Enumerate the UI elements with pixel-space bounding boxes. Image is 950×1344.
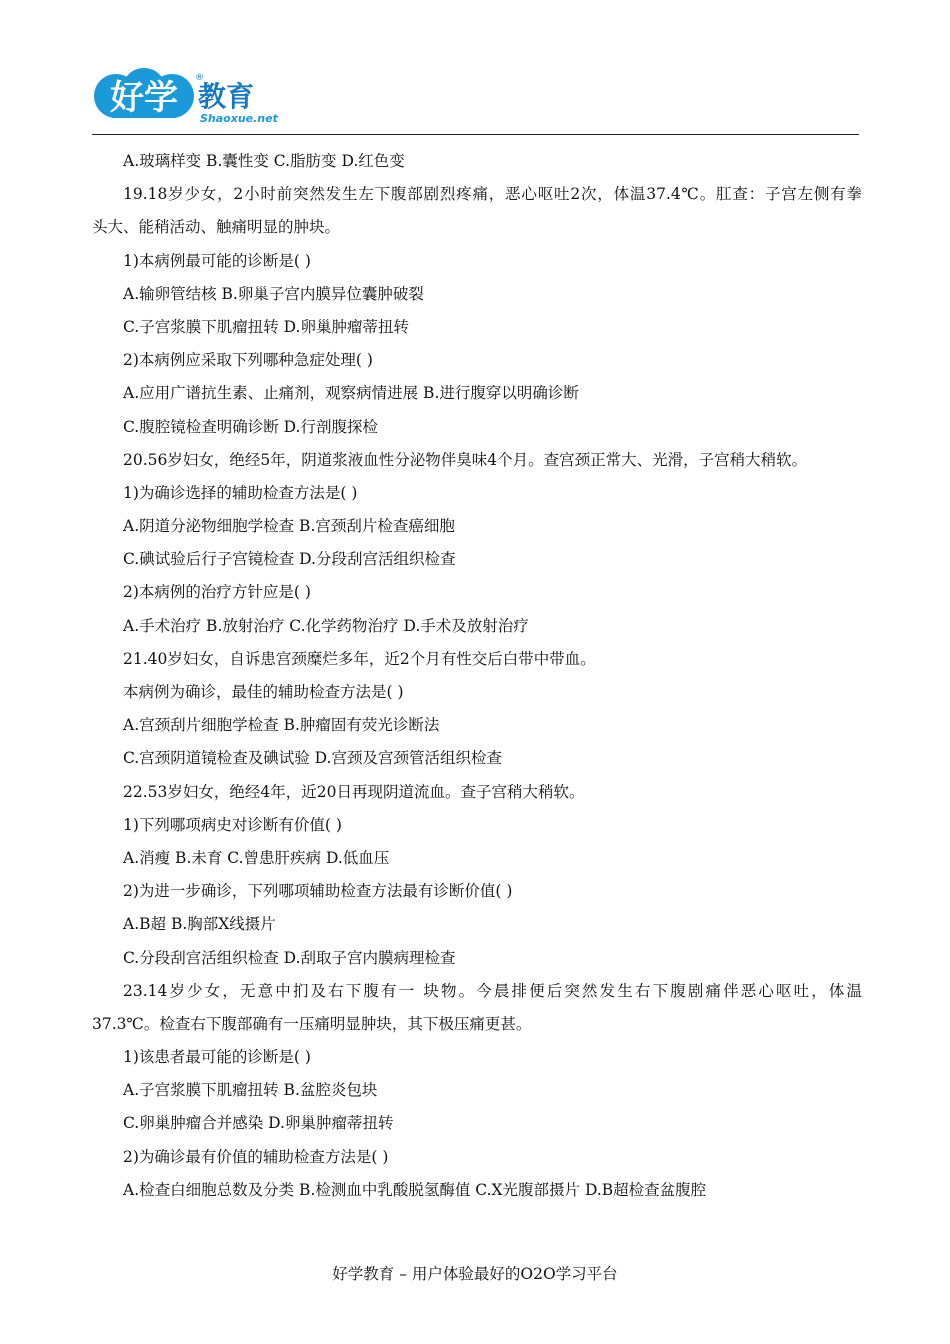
header-divider bbox=[92, 134, 859, 135]
brand-logo bbox=[92, 66, 332, 130]
question-22-stem: 22.53岁妇女，绝经4年，近20日再现阴道流血。查子宫稍大稍软。 bbox=[123, 782, 585, 801]
logo-sub-text: 教育 bbox=[198, 80, 255, 113]
logo-main-text: 好学 bbox=[110, 78, 178, 118]
text-line: 1)本病例最可能的诊断是( ) bbox=[123, 251, 311, 270]
text-line: A.手术治疗 B.放射治疗 C.化学药物治疗 D.手术及放射治疗 bbox=[123, 616, 529, 635]
text-line: 2)为进一步确诊，下列哪项辅助检查方法最有诊断价值( ) bbox=[123, 882, 513, 901]
text-line: A.宫颈刮片细胞学检查 B.肿瘤固有荧光诊断法 bbox=[123, 716, 440, 735]
text-line: C.腹腔镜检查明确诊断 D.行剖腹探检 bbox=[123, 417, 378, 436]
text-line: A.消瘦 B.未育 C.曾患肝疾病 D.低血压 bbox=[123, 848, 390, 867]
text-line: C.宫颈阴道镜检查及碘试验 D.宫颈及宫颈管活组织检查 bbox=[123, 749, 502, 768]
text-line: 1)该患者最可能的诊断是( ) bbox=[123, 1048, 311, 1067]
page-footer: 好学教育 – 用户体验最好的O2O学习平台 bbox=[332, 1265, 618, 1283]
text-line: 2)本病例的治疗方针应是( ) bbox=[123, 583, 311, 602]
question-19-stem: 19.18岁少女，2小时前突然发生左下腹部剧烈疼痛，恶心呕吐2次，体温37.4℃。肛查：子宫左侧有拳 bbox=[123, 185, 862, 204]
text-line: A.应用广谱抗生素、止痛剂，观察病情进展 B.进行腹穿以明确诊断 bbox=[123, 384, 579, 403]
text-line: 2)为确诊最有价值的辅助检查方法是( ) bbox=[123, 1147, 389, 1166]
text-line: C.碘试验后行子宫镜检查 D.分段刮宫活组织检查 bbox=[123, 550, 456, 569]
text-line: 2)本病例应采取下列哪种急症处理( ) bbox=[123, 351, 373, 370]
text-line: A.检查白细胞总数及分类 B.检测血中乳酸脱氢酶值 C.X光腹部摄片 D.B超检查盆腹腔 bbox=[123, 1180, 707, 1199]
text-line: A.玻璃样变 B.囊性变 C.脂肪变 D.红色变 bbox=[123, 152, 405, 170]
text-line: 37.3℃。检查右下腹部确有一压痛明显肿块，其下极压痛更甚。 bbox=[92, 1014, 532, 1033]
document-body bbox=[92, 145, 862, 1207]
logo-registered-mark: ® bbox=[195, 73, 204, 83]
question-20-stem: 20.56岁妇女，绝经5年，阴道浆液血性分泌物伴臭味4个月。查宫颈正常大、光滑，子宫稍大稍软。 bbox=[123, 450, 808, 469]
question-21-stem: 21.40岁妇女，自诉患宫颈糜烂多年，近2个月有性交后白带中带血。 bbox=[123, 649, 596, 668]
page-header bbox=[92, 66, 862, 136]
text-line: 1)为确诊选择的辅助检查方法是( ) bbox=[123, 483, 358, 502]
text-line: 1)下列哪项病史对诊断有价值( ) bbox=[123, 815, 342, 834]
question-23-stem: 23.14岁少女，无意中扪及右下腹有一 块物。今晨排便后突然发生右下腹剧痛伴恶心呕吐，体温 bbox=[123, 981, 862, 1000]
text-line: A.阴道分泌物细胞学检查 B.宫颈刮片检查癌细胞 bbox=[123, 517, 455, 536]
text-line: A.B超 B.胸部X线摄片 bbox=[123, 915, 276, 934]
text-line: 头大、能稍活动、触痛明显的肿块。 bbox=[92, 218, 341, 237]
text-line: 本病例为确诊，最佳的辅助检查方法是( ) bbox=[123, 683, 404, 701]
text-line: A.子宫浆膜下肌瘤扭转 B.盆腔炎包块 bbox=[123, 1081, 378, 1100]
text-line: C.分段刮宫活组织检查 D.刮取子宫内膜病理检查 bbox=[123, 948, 456, 967]
logo-domain-text: Shaoxue.net bbox=[200, 112, 278, 125]
text-line: C.子宫浆膜下肌瘤扭转 D.卵巢肿瘤蒂扭转 bbox=[123, 317, 409, 336]
text-line: A.输卵管结核 B.卵巢子宫内膜异位囊肿破裂 bbox=[123, 284, 424, 303]
text-line: C.卵巢肿瘤合并感染 D.卵巢肿瘤蒂扭转 bbox=[123, 1114, 394, 1133]
